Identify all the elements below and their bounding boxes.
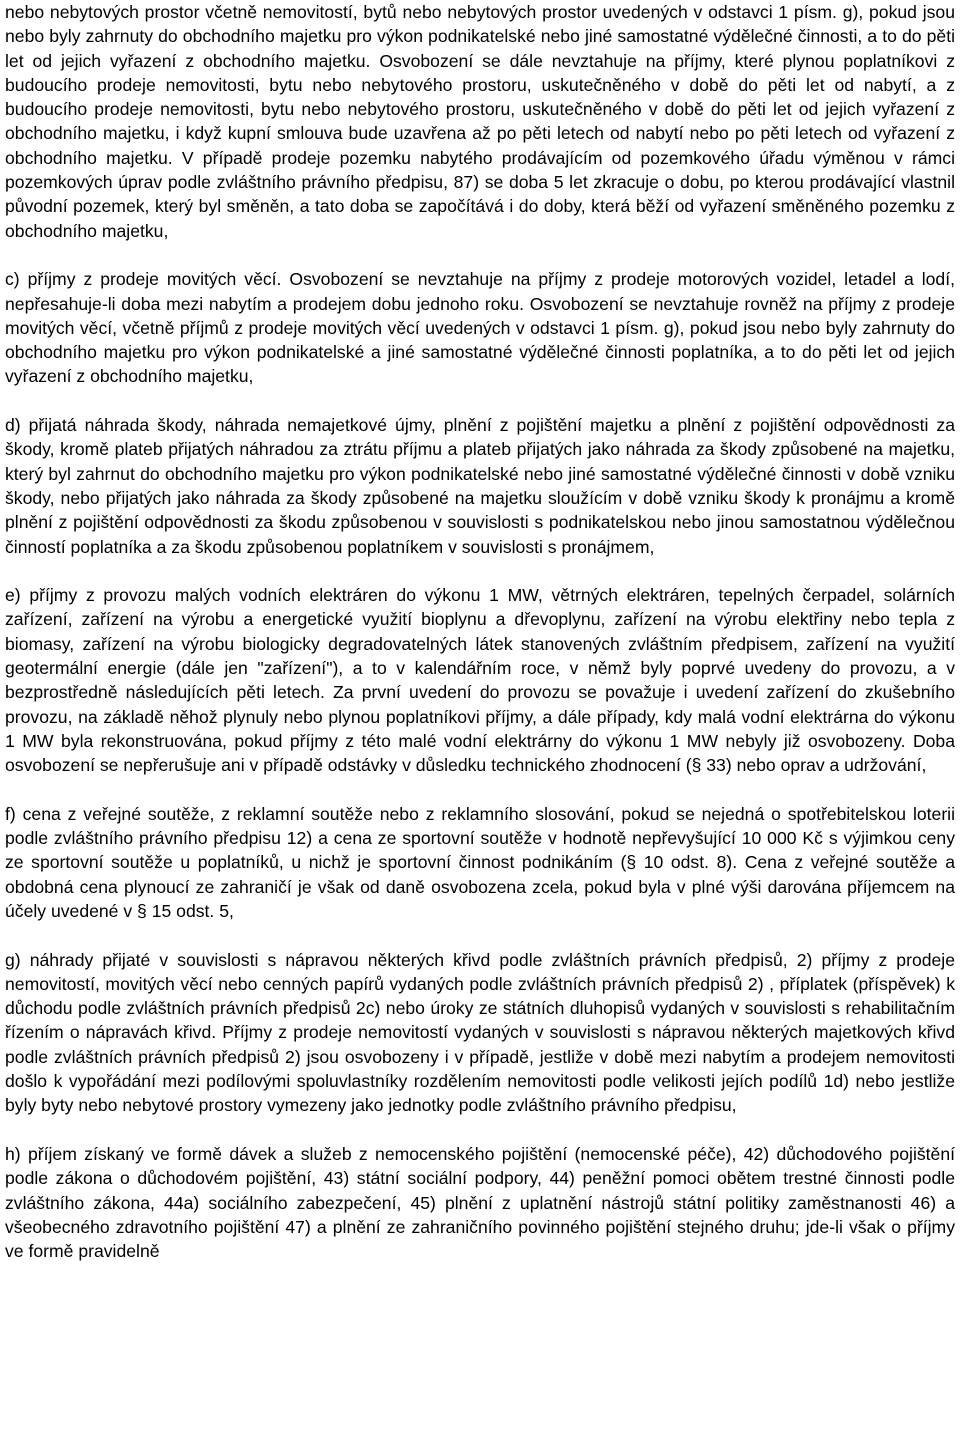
paragraph-gap	[5, 389, 955, 413]
paragraph-h: h) příjem získaný ve formě dávek a služeb z nemocenského pojištění (nemocenské péče), 42) důchodového pojištění podle zákona o důchodovém pojištění, 43) státní sociální podpory, 44) peněžní pomoci obětem trestné činnosti podle zvláštního zákona, 44a) sociálního zabezpečení, 45) plnění z uplatnění nástrojů státní politiky zaměstnanosti 46) a všeobecného zdravotního pojištění 47) a plnění ze zahraničního povinného pojištění stejného druhu; jde-li však o příjmy ve formě pravidelně	[5, 1143, 955, 1262]
paragraph-gap	[5, 559, 955, 583]
paragraph-gap	[5, 1118, 955, 1142]
paragraph-e: e) příjmy z provozu malých vodních elektráren do výkonu 1 MW, větrných elektráren, tepelných čerpadel, solárních zařízení, zařízení na výrobu a energetické využití bioplynu a dřevoplynu, zařízení na výrobu elektřiny nebo tepla z biomasy, zařízení na výrobu biologicky degradovatelných látek stanovených zvláštním předpisem, zařízení na využití geotermální energie (dále jen "zařízení"), a to v kalendářním roce, v němž byly poprvé uvedeny do provozu, a v bezprostředně následujících pěti letech. Za první uvedení do provozu se považuje i uvedení zařízení do zkušebního provozu, na základě něhož plynuly nebo plynou poplatníkovi příjmy, a dále případy, kdy malá vodní elektrárna do výkonu 1 MW byla rekonstruována, pokud příjmy z této malé vodní elektrárny do výkonu 1 MW nebyly již osvobozeny. Doba osvobození se nepřerušuje ani v případě odstávky v důsledku technického zhodnocení (§ 33) nebo oprav a udržování,	[5, 585, 955, 776]
paragraph-gap	[5, 923, 955, 947]
document-page	[5, 0, 955, 1263]
paragraph-gap	[5, 243, 955, 267]
paragraph-c: c) příjmy z prodeje movitých věcí. Osvobození se nevztahuje na příjmy z prodeje motorových vozidel, letadel a lodí, nepřesahuje-li doba mezi nabytím a prodejem dobu jednoho roku. Osvobození se nevztahuje rovněž na příjmy z prodeje movitých věcí, včetně příjmů z prodeje movitých věcí uvedených v odstavci 1 písm. g), pokud jsou nebo byly zahrnuty do obchodního majetku pro výkon podnikatelské a jiné samostatné výdělečné činnosti poplatníka, a to do pěti let od jejich vyřazení z obchodního majetku,	[5, 269, 955, 387]
paragraph-g: g) náhrady přijaté v souvislosti s nápravou některých křivd podle zvláštních právních předpisů, 2) příjmy z prodeje nemovitostí, movitých věcí nebo cenných papírů vydaných podle zvláštních právních předpisů 2) , příplatek (příspěvek) k důchodu podle zvláštních právních předpisů 2c) nebo úroky ze státních dluhopisů vydaných v souvislosti s rehabilitačním řízením o nápravách křivd. Příjmy z prodeje nemovitostí vydaných v souvislosti s nápravou některých majetkových křivd podle zvláštních právních předpisů 2) jsou osvobozeny i v případě, jestliže v době mezi nabytím a prodejem nemovitosti došlo k vypořádání mezi podílovými spoluvlastníky rozdělením nemovitosti podle velikosti jejích podílů 1d) nebo jestliže byly byty nebo nebytové prostory vymezeny jako jednotky podle zvláštního právního předpisu,	[5, 949, 955, 1116]
paragraph-f: f) cena z veřejné soutěže, z reklamní soutěže nebo z reklamního slosování, pokud se nejedná o spotřebitelskou loterii podle zvláštního právního předpisu 12) a cena ze sportovní soutěže v hodnotě nepřevyšující 10 000 Kč s výjimkou ceny ze sportovní soutěže u poplatníků, u nichž je sportovní činnost podnikáním (§ 10 odst. 8). Cena z veřejné soutěže a obdobná cena plynoucí ze zahraničí je však od daně osvobozena zcela, pokud byla v plné výši darována příjemcem na účely uvedené v § 15 odst. 5,	[5, 803, 955, 921]
paragraph-intro: nebo nebytových prostor včetně nemovitostí, bytů nebo nebytových prostor uvedených v odstavci 1 písm. g), pokud jsou nebo byly zahrnuty do obchodního majetku pro výkon podnikatelské nebo jiné samostatné výdělečné činnosti, a to do pěti let od jejich vyřazení z obchodního majetku. Osvobození se dále nevztahuje na příjmy, které plynou poplatníkovi z budoucího prodeje nemovitosti, bytu nebo nebytového prostoru, uskutečněného v době do pěti let od nabytí, a z budoucího prodeje nemovitosti, bytu nebo nebytového prostoru, uskutečněného v době do pěti let od jejich vyřazení z obchodního majetku, i když kupní smlouva bude uzavřena až po pěti letech od nabytí nebo po pěti letech od vyřazení z obchodního majetku. V případě prodeje pozemku nabytého prodávajícím od pozemkového úřadu výměnou v rámci pozemkových úprav podle zvláštního právního předpisu, 87) se doba 5 let zkracuje o dobu, po kterou prodávající vlastnil původní pozemek, který byl směněn, a tato doba se započítává i do doby, která běží od vyřazení směněného pozemku z obchodního majetku,	[5, 2, 955, 241]
paragraph-d: d) přijatá náhrada škody, náhrada nemajetkové újmy, plnění z pojištění majetku a plnění z pojištění odpovědnosti za škody, kromě plateb přijatých náhradou za ztrátu příjmu a plateb přijatých jako náhrada za škody způsobené na majetku, který byl zahrnut do obchodního majetku pro výkon podnikatelské nebo jiné samostatné výdělečné činnosti v době vzniku škody, nebo přijatých jako náhrada za škody způsobené na majetku sloužícím v době vzniku škody k pronájmu a kromě plnění z pojištění odpovědnosti za škodu způsobenou v souvislosti s podnikatelskou nebo jinou samostatnou výdělečnou činností poplatníka a za škodu způsobenou poplatníkem v souvislosti s pronájmem,	[5, 415, 955, 557]
paragraph-gap	[5, 778, 955, 802]
